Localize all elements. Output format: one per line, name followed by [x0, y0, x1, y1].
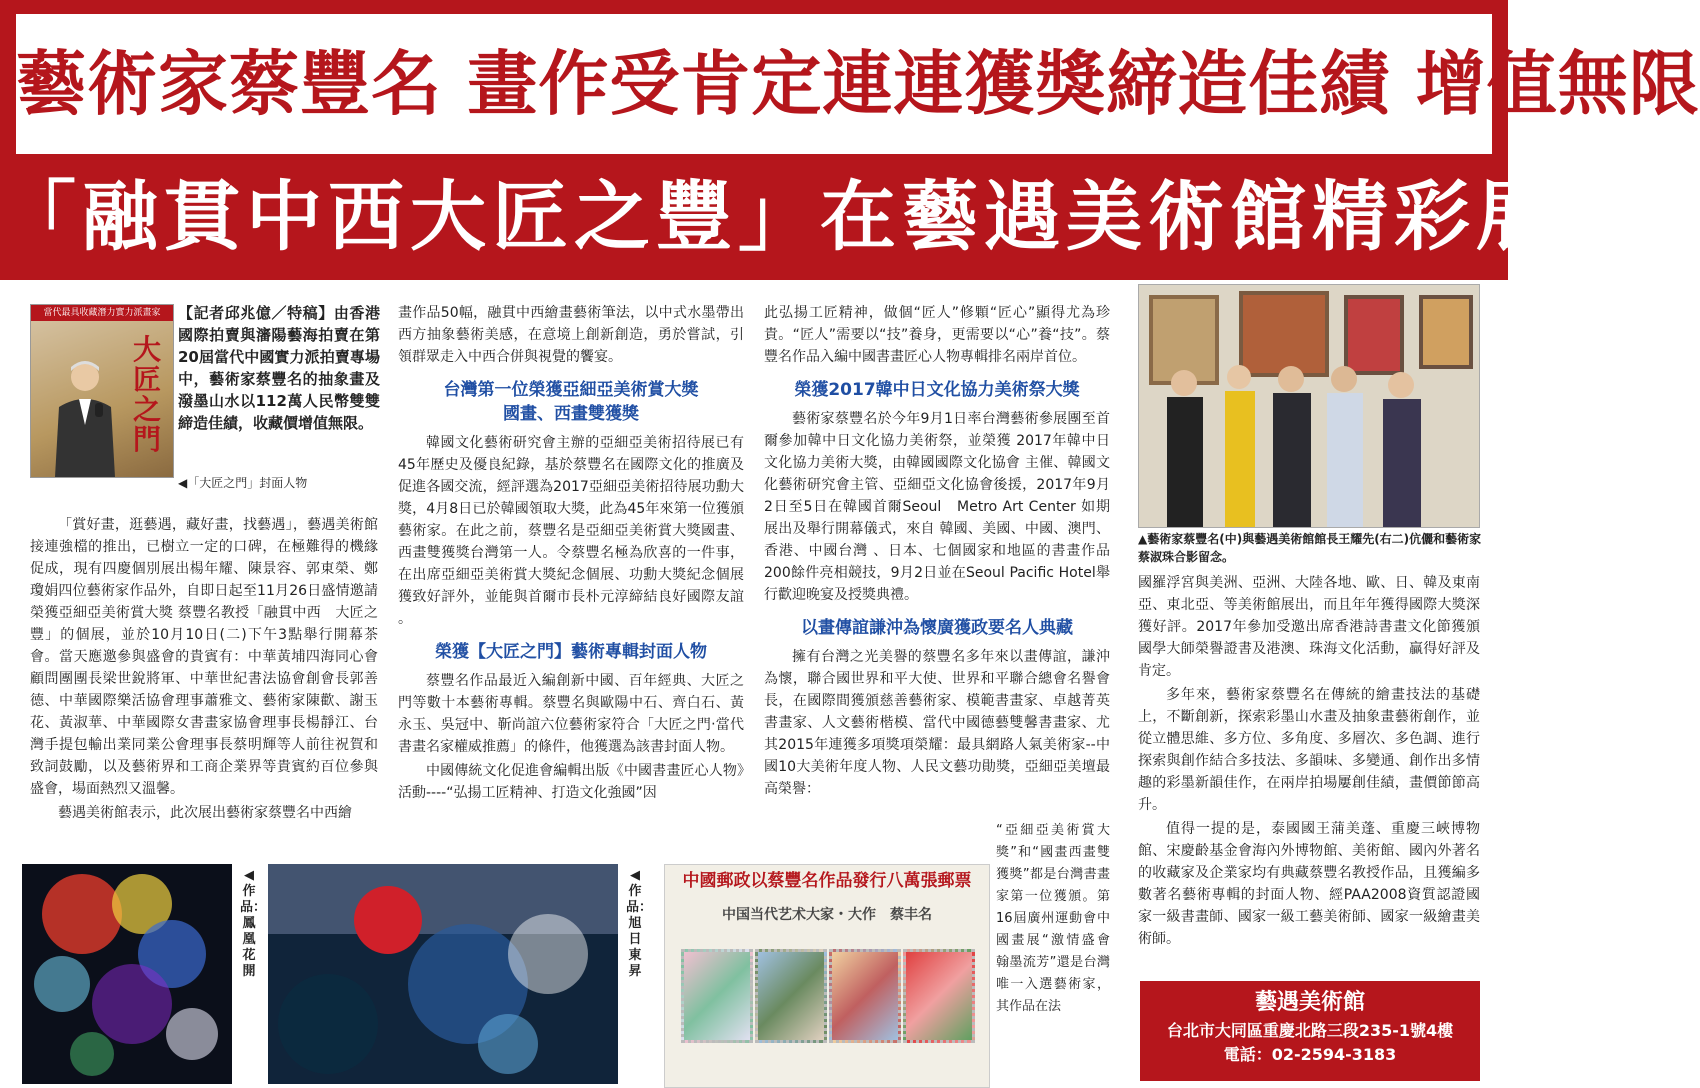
cover-band-text: 當代最具收藏潛力實力派畫家 [31, 305, 173, 321]
col2-paragraph: 韓國文化藝術研究會主辦的亞細亞美術招待展已有45年歷史及優良紀錄，基於蔡豐名在國際文化的推廣及促進各國交流，經評選為2017亞細亞美術招待展功勳大獎，4月8日已於韓國領取大獎，此為45年來第一位獲頒藝術家。在此之前，蔡豐名是亞細亞美術賞大獎國畫、西畫雙獲獎台灣第一人。令蔡豐名極為欣喜的一件事，在出席亞細亞美術賞大獎紀念個展、功勳大獎紀念個展 獲致好評外，並能與首爾市長朴元淳締結良好國際友誼 。 [398, 435, 744, 627]
column-1 [30, 514, 378, 826]
cover-title: 大匠之門 [132, 333, 161, 456]
col2-subhead-1: 台灣第一位榮獲亞細亞美術賞大獎 國畫、西畫雙獲獎 [443, 380, 699, 424]
group-photo [1138, 284, 1480, 528]
col4-paragraph: 國羅浮宮與美洲、亞洲、大陸各地、歐、日、韓及東南亞、東北亞、等美術館展出，而且年年獲得國際大獎深獲好評。2017年參加受邀出席香港詩書畫文化節獲頒國學大師榮譽證書及港澳、珠海文化活動，贏得好評及肯定。 [1138, 575, 1480, 679]
headline-subtitle: 「融貫中西大匠之豐」在藝遇美術館精彩展出 [0, 172, 1640, 261]
col3-paragraph: 擁有台灣之光美譽的蔡豐名多年來以畫傳誼，謙沖為懷，聯合國世界和平大使、世界和平聯合總會名譽會長，在國際間獲頒慈善藝術家、模範書畫家、卓越菁英書畫家、人文藝術楷模、當代中國德藝雙馨書畫家、尤其2015年連獲多項獎項榮耀：最具網路人氣美術家--中國10大美術年度人物、人民文藝功勛獎，亞細亞美壇最高榮譽： [764, 649, 1110, 797]
col3-intro: 此弘揚工匠精神，做個“匠人”修顆“匠心”顯得尤為珍貴。“匠人”需要以“技”養身，更需要以“心”養“技”。蔡豐名作品入編中國書畫匠心人物專輯排名兩岸首位。 [764, 305, 1110, 365]
gallery-name: 藝遇美術館 [1254, 990, 1365, 1015]
column-3-wrap [996, 820, 1124, 1020]
stamp-image [903, 949, 975, 1043]
headline-banner [0, 0, 1700, 280]
stamp-subtitle: 中国当代艺术大家・大作 蔡丰名 [722, 907, 932, 923]
stamp-image [755, 949, 827, 1043]
col4-paragraph: 值得一提的是，泰國國王蒲美蓬、重慶三峽博物館、宋慶齡基金會海內外博物館、美術館、國內外著名的收藏家及企業家均有典藏蔡豐名教授作品，且獲編多數著名藝術專輯的封面人物、經PAA2008資質認證國家一級書畫師、國家一級工藝美術師、國家一級繪畫美術師。 [1138, 821, 1480, 947]
col2-subhead-2: 榮獲【大匠之門】藝術專輯封面人物 [435, 642, 707, 662]
artwork-rising-sun [268, 864, 618, 1084]
book-cover-image [30, 304, 174, 478]
lead-paragraph: 【記者邱兆億／特稿】由香港國際拍賣與瀋陽藝海拍賣在第20屆當代中國實力派拍賣專場中，藝術家蔡豐名的抽象畫及潑墨山水以112萬人民幣雙雙締造佳績，收藏價增值無限。 [178, 304, 380, 432]
col3-subhead-2: 以畫傳誼謙沖為懷廣獲政要名人典藏 [801, 618, 1073, 638]
group-photo-scene [1139, 285, 1479, 527]
col3-paragraph: 藝術家蔡豐名於今年9月1日率台灣藝術參展團至首爾參加韓中日文化協力美術祭，並榮獲 2017年韓中日文化協力美術大獎，由韓國國際文化協會 主催、韓國文化藝術研究會主管、亞細亞文化協會後援，2017年9月2日至5日在韓國首爾Seoul Metro Art Center 如期展出及舉行開幕儀式，來自 韓國、美國、中國、澳門、香港、中國台灣 、日本、七個國家和地區的書畫作品200餘件亮相競技，9月2日並在Seoul Pacific Hotel舉行歡迎晚宴及授獎典禮。 [764, 411, 1110, 603]
headline-box [16, 14, 1700, 154]
column-3 [764, 302, 1110, 802]
col1-paragraph: 藝遇美術館表示，此次展出藝術家蔡豐名中西繪 [58, 805, 352, 821]
col4-paragraph: 多年來，藝術家蔡豐名在傳統的繪畫技法的基礎上，不斷創新，探索彩墨山水畫及抽象畫藝術創作，並從立體思維、多方位、多角度、多層次、多色調、進行探索與創作結合多技法、多韻味、多變通、創作出多情趣的彩墨新韻佳作，在兩岸拍場屢創佳績，畫價節節高升。 [1138, 687, 1480, 813]
column-4 [1138, 572, 1480, 952]
col2-paragraph: 蔡豐名作品最近入編創新中國、百年經典、大匠之門等數十本藝術專輯。蔡豐名與歐陽中石、齊白石、黃永玉、吳冠中、靳尚誼六位藝術家符合「大匠之門‧當代書畫名家權威推薦」的條件，他獲選為該書封面人物。 [398, 673, 744, 755]
artwork-phoenix-flowers [22, 864, 232, 1084]
portrait-figure [49, 355, 119, 477]
group-photo-caption: ▲藝術家蔡豐名(中)與藝遇美術館館長王耀先(右二)伉儷和藝術家蔡淑珠合影留念。 [1138, 532, 1482, 564]
headline-title: 藝術家蔡豐名 畫作受肯定連連獲獎締造佳績 增值無限 [16, 43, 1700, 125]
gallery-address: 台北市大同區重慶北路三段235-1號4樓 [1166, 1021, 1454, 1040]
col2-paragraph: 中國傳統文化促進會編輯出版《中國書畫匠心人物》活動----“弘揚工匠精神、打造文化強國”因 [398, 763, 744, 801]
col1-paragraph: 「賞好畫，逛藝遇，藏好畫，找藝遇」，藝遇美術館接連強檔的推出，已樹立一定的口碑，在極難得的機緣促成，現有四慶個別展出楊年耀、陳景容、郭東榮、鄭瓊娟四位藝術家作品外，自即日起至11月26日盛情邀請榮獲亞細亞美術賞大獎 蔡豐名教授「融貫中西 大匠之豐」的個展，並於10月10日(二)下午3點舉行開幕茶會。當天應邀參與盛會的貴賓有：中華黃埔四海同心會顧問團團長梁世銳將軍、中華世紀書法協會創會長郭善德、中華國際樂活協會理事蕭雅文、藝術家陳歡、謝玉花、黃淑華、中華國際女書畫家協會理事長楊靜江、台灣手提包輸出業同業公會理事長蔡明輝等人前往祝賀和致詞鼓勵，以及藝術界和工商企業界等貴賓約百位參與盛會，場面熱烈又溫馨。 [30, 517, 378, 797]
stamp-feature [664, 864, 990, 1088]
col3-wrap-paragraph: “亞細亞美術賞大獎”和“國畫西畫雙獲獎”都是台灣書畫家第一位獲頒。第16屆廣州運動會中國畫展“激情盛會 翰墨流芳”還是台灣唯一入選藝術家，其作品在法 [996, 823, 1124, 1014]
artwork-2-label: ◀作品：旭日東昇 [626, 868, 653, 979]
gallery-phone: 電話：02-2594-3183 [1223, 1045, 1397, 1064]
artwork-1-label: ◀作品：鳳凰花開 [240, 868, 267, 979]
col2-intro: 畫作品50幅，融貫中西繪畫藝術筆法，以中式水墨帶出西方抽象藝術美感，在意境上創新創造，勇於嘗試，引領群眾走入中西合併與視覺的饗宴。 [398, 305, 744, 365]
stamp-title: 中國郵政以蔡豐名作品發行八萬張郵票 [682, 871, 972, 891]
stamp-image [681, 949, 753, 1043]
cover-caption: ◀「大匠之門」封面人物 [178, 476, 308, 490]
column-2 [398, 302, 744, 806]
gallery-info-box [1140, 981, 1480, 1081]
stamp-image [829, 949, 901, 1043]
col3-subhead-1: 榮獲2017韓中日文化協力美術祭大獎 [794, 380, 1080, 400]
